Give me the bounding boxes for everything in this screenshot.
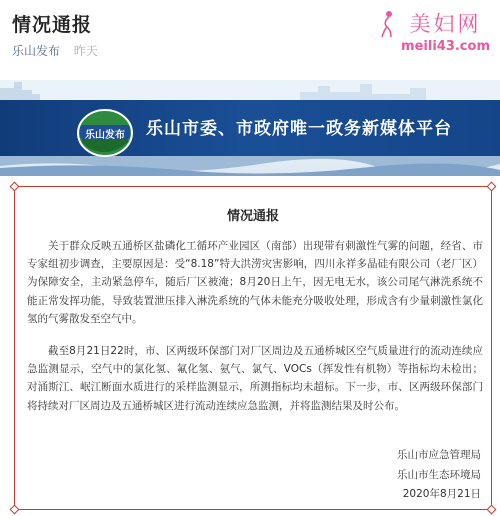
notice-paragraph-2: 截至8月21日22时，市、区两级环保部门对厂区周边及五通桥城区空气质量进行的流动连续应急监测显示，空气中的氯化氢、氟化氢、氨气、氯气、VOCs（挥发性有机物）等指标均未检出；对涌斯江、岷江断面水质进行的采样监测显示，所测指标均未超标。下一步，市、区两级环保部门将持续对厂区周边及五通桥城区进行流动连续应急监测，并将监测结果及时公布。 [27,345,483,412]
corner-ornament [10,182,20,192]
corner-ornament [10,505,20,515]
woman-figure-icon [379,10,397,38]
article-title: 情况通报 [12,14,93,36]
watermark [401,8,490,54]
notice-date: 2020年8月21日 [402,488,481,500]
author-link[interactable]: 乐山发布 [12,44,61,58]
banner-image [0,80,500,176]
notice-title: 情况通报 [226,209,279,224]
notice-document [14,186,492,510]
corner-ornament [487,182,497,192]
banner-slogan: 乐山市委、市政府唯一政务新媒体平台 [146,119,452,139]
corner-ornament [487,505,497,515]
banner-logo [76,108,134,158]
signatory-ecology-bureau: 乐山市生态环境局 [397,469,481,481]
article-meta [12,42,98,59]
notice-paragraph-1: 关于群众反映五通桥区盐磷化工循环产业园区（南部）出现带有刺激性气雾的问题，经省、市专家组初步调查，主要原因是：受“8.18”特大洪涝灾害影响，四川永祥多晶硅有限公司（老厂区）为保障安全，主动紧急停车，随后厂区被淹；8月20日上午，因无电无水，该公司尾气淋洗系统不能正常发挥功能，导致装置泄压排入淋洗系统的气体未能充分吸收处理，形成含有少量刺激性氯化氢的气雾散发至空气中。 [27,240,483,325]
watermark-brand: 美妇网 [409,12,482,36]
signatory-emergency-bureau: 乐山市应急管理局 [397,449,481,461]
logo-text: 乐山发布 [85,130,125,141]
publish-time: 昨天 [73,44,98,58]
watermark-url: meili43.com [401,39,490,54]
